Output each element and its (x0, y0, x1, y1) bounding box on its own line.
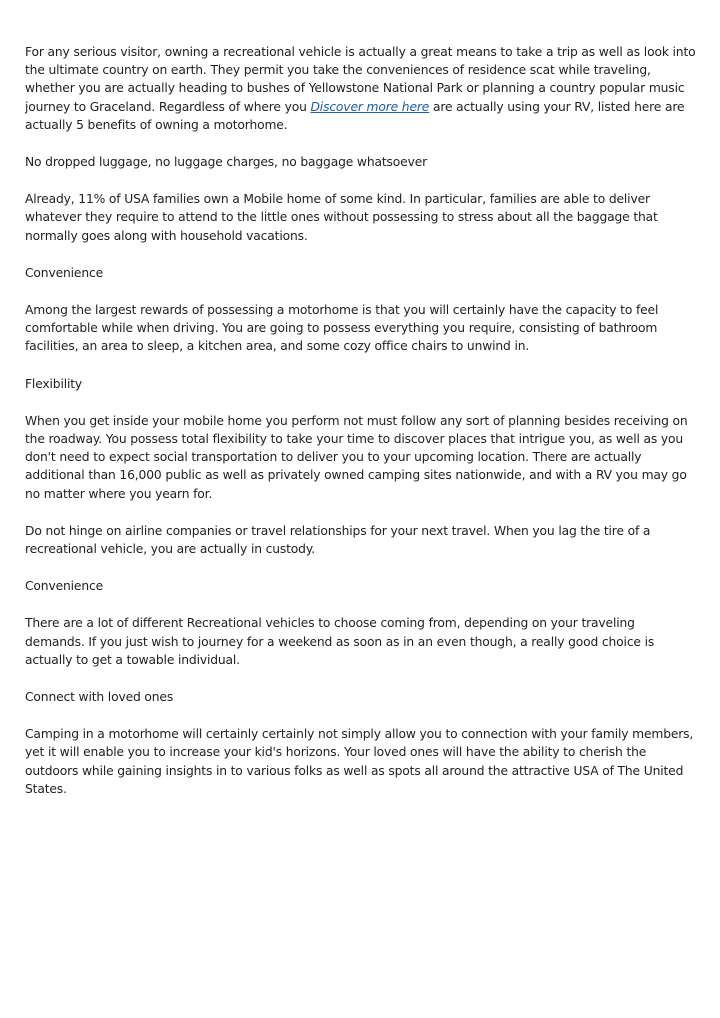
intro-paragraph (25, 43, 698, 134)
intro-text-before-link: For any serious visitor, owning a recreational vehicle is actually a great means to take a trip as well as look into the ultimate country on earth. They permit you take the conveniences of residence scat while traveling, whether you are actually heading to bushes of Yellowstone National Park or planning a country popular music journey to Graceland. Regardless of where you (25, 45, 696, 114)
paragraph-airline-companies: Do not hinge on airline companies or travel relationships for your next travel. When you lag the tire of a recreational vehicle, you are actually in custody. (25, 523, 651, 557)
intro-text-after-link: are actually using your RV, listed here are actually 5 benefits of owning a motorhome. (25, 99, 685, 132)
paragraph-usa-families: Already, 11% of USA families own a Mobile home of some kind. In particular, families are able to deliver whatever they require to attend to the little ones without possessing to stress about all the baggage that normally goes along with household vacations. (25, 192, 658, 243)
discover-more-link[interactable]: Discover more here (310, 99, 430, 114)
paragraph-largest-rewards: Among the largest rewards of possessing a motorhome is that you will certainly have the capacity to feel comfortable while when driving. You are going to possess everything you require, consisting of bathroom facilities, an area to sleep, a kitchen area, and some cozy office chairs to unwind in. (25, 303, 659, 354)
heading-no-dropped-luggage: No dropped luggage, no luggage charges, no baggage whatsoever (25, 155, 428, 170)
paragraph-mobile-home-flexibility: When you get inside your mobile home you perform not must follow any sort of planning besides receiving on the roadway. You possess total flexibility to take your time to discover places that intrigue you, as well as you don't need to expect social transportation to deliver you to your upcoming location. There are actually additional than 16,000 public as well as privately owned camping sites nationwide, and with a RV you may go no matter where you yearn for. (25, 413, 688, 501)
paragraph-camping-motorhome: Camping in a motorhome will certainly certainly not simply allow you to connection with your family members, yet it will enable you to increase your kid's horizons. Your loved ones will have the ability to cherish the outdoors while gaining insights in to various folks as well as spots all around the attractive USA of The United States. (25, 727, 694, 796)
heading-connect-loved-ones: Connect with loved ones (25, 690, 174, 705)
heading-flexibility: Flexibility (25, 376, 83, 391)
heading-convenience-1: Convenience (25, 265, 103, 280)
heading-convenience-2: Convenience (25, 579, 103, 594)
paragraph-recreational-vehicles-choice: There are a lot of different Recreational vehicles to choose coming from, depending on your traveling demands. If you just wish to journey for a weekend as soon as in an even though, a really good choice is actually to get a towable individual. (25, 616, 655, 667)
